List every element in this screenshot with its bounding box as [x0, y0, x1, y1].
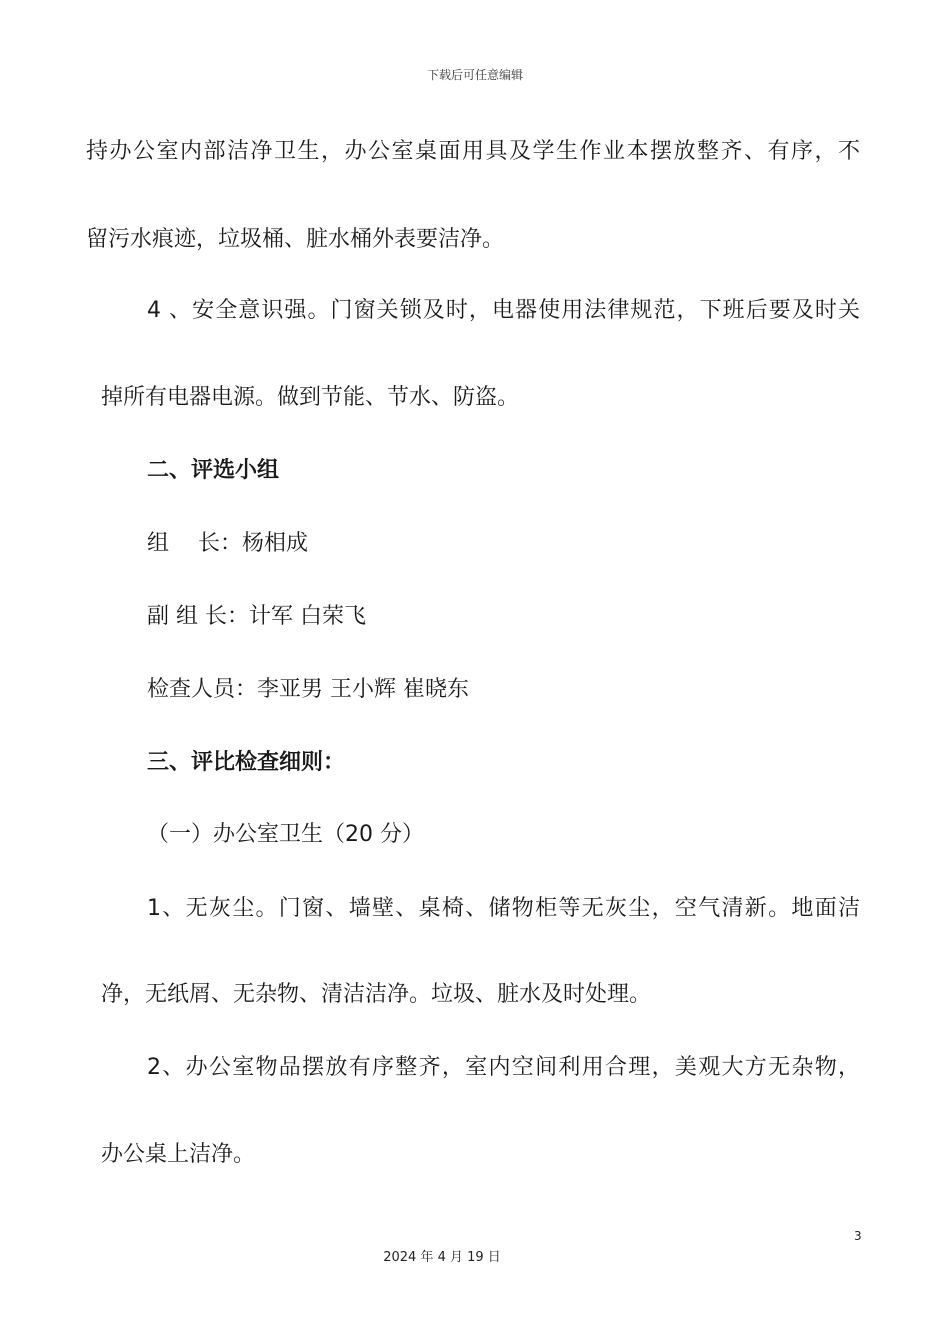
page-number: 3 [854, 1229, 862, 1243]
team-inspectors: 检查人员：李亚男 王小辉 崔晓东 [147, 677, 469, 702]
paragraph-line: 留污水痕迹，垃圾桶、脏水桶外表要洁净。 [86, 227, 505, 252]
subsection-heading: （一）办公室卫生（20 分） [147, 822, 424, 847]
paragraph-line: 净，无纸屑、无杂物、清洁洁净。垃圾、脏水及时处理。 [101, 982, 652, 1007]
paragraph-line: 持办公室内部洁净卫生，办公室桌面用具及学生作业本摆放整齐、有序，不 [86, 139, 860, 164]
paragraph-line: 1、无灰尘。门窗、墙壁、桌椅、储物柜等无灰尘，空气清新。地面洁 [147, 896, 860, 921]
team-leader: 组 长：杨相成 [147, 531, 308, 556]
paragraph-line: 4 、安全意识强。门窗关锁及时，电器使用法律规范，下班后要及时关 [147, 298, 860, 323]
footer-date: 2024 年 4 月 19 日 [383, 1250, 501, 1265]
paragraph-line: 办公桌上洁净。 [101, 1142, 256, 1167]
team-deputy: 副 组 长：计军 白荣飞 [147, 604, 366, 629]
paragraph-line: 掉所有电器电源。做到节能、节水、防盗。 [101, 385, 520, 410]
section-heading: 三、评比检查细则： [147, 750, 346, 775]
section-heading: 二、评选小组 [147, 458, 280, 483]
header-note: 下载后可任意编辑 [426, 68, 523, 82]
paragraph-line: 2、办公室物品摆放有序整齐，室内空间利用合理，美观大方无杂物， [147, 1055, 860, 1080]
